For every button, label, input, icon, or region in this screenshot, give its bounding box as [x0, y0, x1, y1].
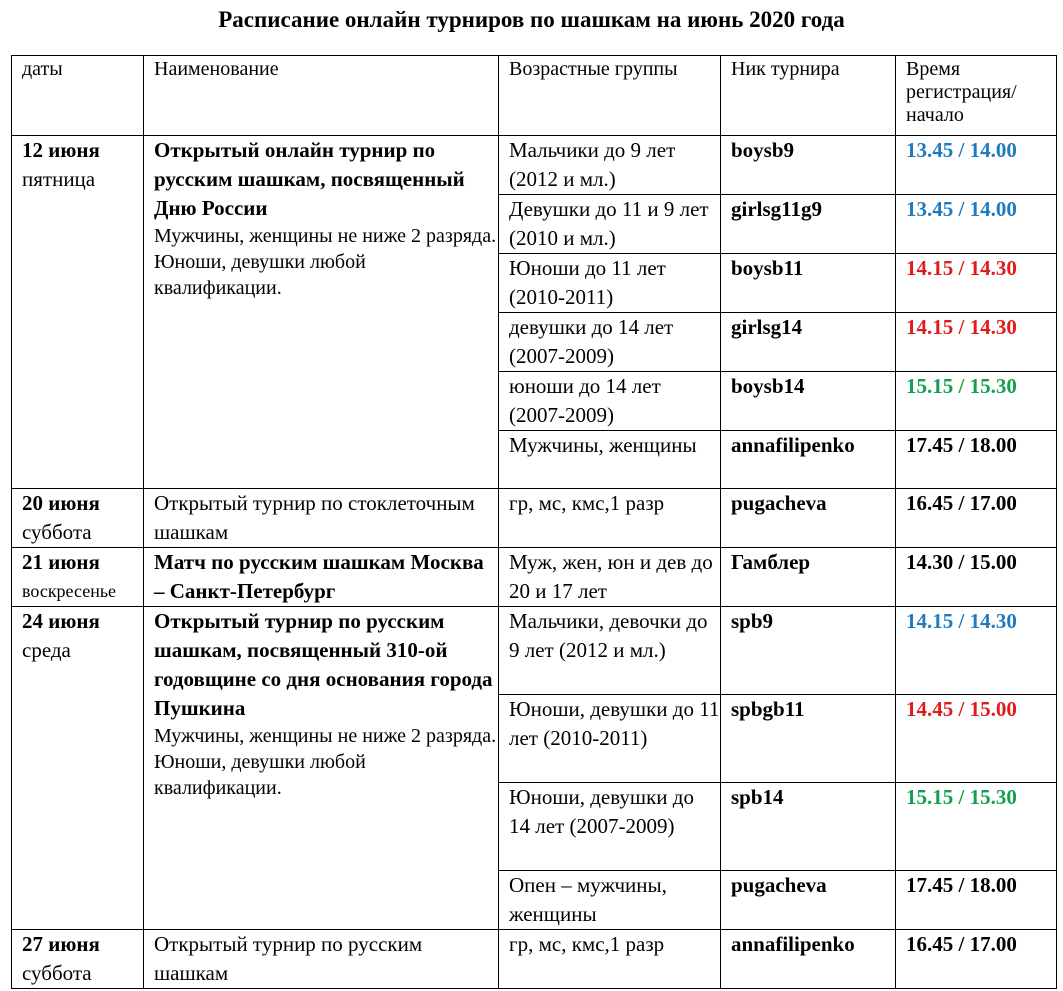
- time-cell: 15.15 / 15.30: [896, 372, 1057, 431]
- time-cell: 16.45 / 17.00: [896, 489, 1057, 548]
- event-name: Открытый турнир по русским шашкам: [144, 930, 499, 989]
- event-name: Открытый турнир по стоклеточным шашкам: [144, 489, 499, 548]
- nick-cell: spb14: [721, 783, 896, 871]
- nick-cell: boysb11: [721, 254, 896, 313]
- time-cell: 13.45 / 14.00: [896, 136, 1057, 195]
- age-cell: гр, мс, кмс,1 разр: [499, 930, 721, 989]
- event-weekday: пятница: [22, 167, 96, 191]
- name-cell: [144, 136, 499, 489]
- age-cell: юноши до 14 лет (2007-2009): [499, 372, 721, 431]
- name-cell: [144, 607, 499, 930]
- event-weekday: суббота: [22, 520, 92, 544]
- event-description: Юноши, девушки любой квалификации.: [154, 751, 366, 799]
- table-row: [12, 489, 1057, 548]
- time-cell: 14.15 / 14.30: [896, 254, 1057, 313]
- nick-cell: spb9: [721, 607, 896, 695]
- age-cell: Девушки до 11 и 9 лет (2010 и мл.): [499, 195, 721, 254]
- header-nick: Ник турнира: [721, 56, 896, 136]
- age-cell: Опен – мужчины, женщины: [499, 871, 721, 930]
- page-title: Расписание онлайн турниров по шашкам на июнь 2020 года: [218, 7, 845, 32]
- time-cell: 16.45 / 17.00: [896, 930, 1057, 989]
- event-weekday: среда: [22, 638, 71, 662]
- table-row: [12, 930, 1057, 989]
- age-cell: гр, мс, кмс,1 разр: [499, 489, 721, 548]
- nick-cell: boysb14: [721, 372, 896, 431]
- date-cell: [12, 548, 144, 607]
- nick-cell: girlsg11g9: [721, 195, 896, 254]
- event-description: Юноши, девушки любой квалификации.: [154, 251, 366, 299]
- event-date: 20 июня: [22, 491, 100, 515]
- date-cell: [12, 930, 144, 989]
- date-cell: [12, 489, 144, 548]
- event-description: Мужчины, женщины не ниже 2 разряда.: [154, 225, 497, 247]
- time-cell: 14.45 / 15.00: [896, 695, 1057, 783]
- event-name: Матч по русским шашкам Москва – Санкт-Петербург: [144, 548, 499, 607]
- event-weekday: суббота: [22, 961, 92, 985]
- table-row: [12, 548, 1057, 607]
- header-dates: даты: [12, 56, 144, 136]
- event-name: Открытый онлайн турнир по русским шашкам, посвященный Дню России: [154, 138, 465, 220]
- event-date: 27 июня: [22, 932, 100, 956]
- header-name: Наименование: [144, 56, 499, 136]
- nick-cell: pugacheva: [721, 871, 896, 930]
- nick-cell: spbgb11: [721, 695, 896, 783]
- header-age: Возрастные группы: [499, 56, 721, 136]
- time-cell: 13.45 / 14.00: [896, 195, 1057, 254]
- event-date: 24 июня: [22, 609, 100, 633]
- time-cell: 17.45 / 18.00: [896, 431, 1057, 489]
- nick-cell: boysb9: [721, 136, 896, 195]
- time-cell: 15.15 / 15.30: [896, 783, 1057, 871]
- time-cell: 14.30 / 15.00: [896, 548, 1057, 607]
- header-row: [12, 56, 1057, 136]
- schedule-table: [11, 55, 1057, 989]
- time-cell: 17.45 / 18.00: [896, 871, 1057, 930]
- time-cell: 14.15 / 14.30: [896, 313, 1057, 372]
- date-cell: [12, 136, 144, 489]
- event-weekday: воскресенье: [22, 581, 117, 601]
- nick-cell: annafilipenko: [721, 431, 896, 489]
- nick-cell: annafilipenko: [721, 930, 896, 989]
- age-cell: Муж, жен, юн и дев до 20 и 17 лет: [499, 548, 721, 607]
- event-date: 21 июня: [22, 550, 100, 574]
- nick-cell: pugacheva: [721, 489, 896, 548]
- age-cell: Юноши до 11 лет (2010-2011): [499, 254, 721, 313]
- event-description: Мужчины, женщины не ниже 2 разряда.: [154, 725, 497, 747]
- age-cell: девушки до 14 лет (2007-2009): [499, 313, 721, 372]
- event-date: 12 июня: [22, 138, 100, 162]
- age-cell: Юноши, девушки до 11 лет (2010-2011): [499, 695, 721, 783]
- time-cell: 14.15 / 14.30: [896, 607, 1057, 695]
- age-cell: Мужчины, женщины: [499, 431, 721, 489]
- table-row: [12, 136, 1057, 195]
- age-cell: Мальчики, девочки до 9 лет (2012 и мл.): [499, 607, 721, 695]
- nick-cell: girlsg14: [721, 313, 896, 372]
- age-cell: Мальчики до 9 лет (2012 и мл.): [499, 136, 721, 195]
- event-name: Открытый турнир по русским шашкам, посвященный 310-ой годовщине со дня основания города Пушкина: [154, 609, 493, 720]
- header-time: Время регистрация/ начало: [896, 56, 1057, 136]
- age-cell: Юноши, девушки до 14 лет (2007-2009): [499, 783, 721, 871]
- date-cell: [12, 607, 144, 930]
- nick-cell: Гамблер: [721, 548, 896, 607]
- table-row: [12, 607, 1057, 695]
